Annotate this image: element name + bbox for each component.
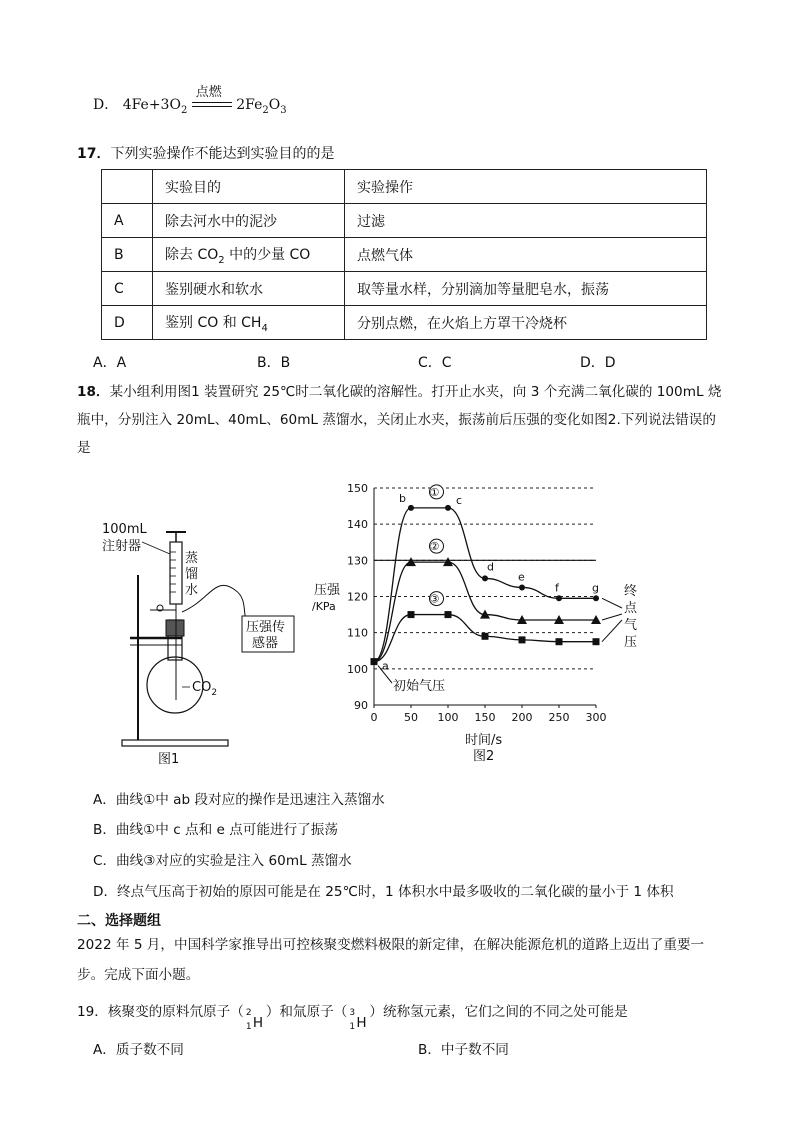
x-tick-label: 250 [548, 711, 570, 724]
stand-base [122, 740, 228, 746]
y-tick-label: 150 [347, 482, 368, 495]
end-pressure-arrow [602, 614, 622, 620]
gas-label: $CO_2$ [192, 680, 218, 698]
end-pressure-label [602, 584, 638, 650]
series-label: ③ [429, 592, 440, 606]
series-label: ① [429, 485, 440, 499]
q17-option-d[interactable]: D．D [580, 355, 616, 371]
data-point [519, 636, 526, 643]
q18-stem-line2: 瓶中，分别注入 20mL、40mL、60mL 蒸馏水，关闭止水夹，振荡前后压强的变化如图2.下列说法错误的 [77, 412, 716, 428]
equals-line-bottom [192, 106, 232, 107]
chart-point-labels [378, 492, 599, 683]
data-point [482, 575, 488, 581]
section-2-intro [77, 930, 777, 990]
table-cell-purpose: 鉴别硬水和软水 [153, 272, 345, 306]
y-tick-label: 110 [347, 626, 368, 640]
table-row [102, 204, 707, 238]
syringe-label-2: 注射器 [102, 539, 142, 554]
q18-stem-line1: 某小组利用图1 装置研究 25℃时二氧化碳的溶解性。打开止水夹，向 3 个充满二氧化碳的 100mL 烧 [109, 384, 722, 400]
table-row [102, 272, 707, 306]
y-tick-label: 120 [347, 590, 368, 604]
syringe-label-pointer [142, 542, 170, 554]
table-header-cell [102, 170, 153, 204]
end-pressure-char: 压 [624, 635, 638, 650]
figure-1-caption: 图1 [158, 752, 180, 767]
figure-1-apparatus [90, 520, 310, 770]
table-header-cell: 实验目的 [153, 170, 345, 204]
y-axis-label-2: /KPa [312, 600, 336, 613]
intro-line-1: 2022 年 5 月，中国科学家推导出可控核聚变燃料极限的新定律，在解决能源危机的道路上迈出了重要一 [77, 937, 705, 953]
q17-stem [77, 140, 334, 168]
point-label-g: g [592, 581, 599, 595]
end-pressure-char: 终 [624, 584, 638, 599]
series-label: ② [429, 540, 440, 554]
equals-line-top [192, 102, 232, 103]
table-cell-operation: 过滤 [345, 204, 707, 238]
q19-stem: 19．核聚变的原料氘原子（ 2 1 H ）和氚原子（ 3 1 H ）统称氢元素，它们之间的不同之处可能是 [77, 1004, 628, 1032]
sensor-label-1: 压强传 [246, 620, 286, 635]
table-cell-key: D [102, 306, 153, 340]
table-header-row [102, 170, 707, 204]
data-point [445, 611, 452, 618]
y-tick-label: 100 [347, 662, 368, 676]
data-point [519, 584, 525, 590]
data-point [593, 638, 600, 645]
point-label-c: c [456, 493, 463, 507]
data-point [556, 595, 562, 601]
figure-2-caption: 图2 [473, 749, 495, 764]
x-tick-label: 100 [437, 711, 459, 724]
table-header-cell: 实验操作 [345, 170, 707, 204]
q17-option-a[interactable]: A．A [93, 355, 127, 371]
table-cell-operation: 点燃气体 [345, 238, 707, 272]
y-tick-label: 140 [347, 518, 368, 532]
end-pressure-arrow [602, 598, 622, 608]
intro-line-2: 步。完成下面小题。 [77, 967, 200, 983]
table-row [102, 238, 707, 272]
point-label-b: b [399, 491, 406, 505]
section-2-title: 二、选择题组 [77, 913, 161, 929]
data-point [408, 611, 415, 618]
x-tick-label: 200 [511, 711, 533, 724]
table-cell-operation: 分别点燃，在火焰上方罩干冷烧杯 [345, 306, 707, 340]
x-tick-label: 300 [585, 711, 607, 724]
q16-equation: $4Fe+3O_2$ 点燃 $2Fe_2O_3$ [123, 97, 287, 113]
sensor-label-2: 感器 [252, 636, 279, 651]
data-point [556, 638, 563, 645]
table-row [102, 306, 707, 340]
chart-series [371, 485, 602, 665]
data-point [593, 595, 599, 601]
table-cell-purpose: 鉴别 CO 和 $CH_4$ [153, 306, 345, 340]
point-label-a: a [382, 659, 389, 673]
point-label-d: d [487, 560, 494, 574]
q18-option-a[interactable]: A．曲线①中 ab 段对应的操作是迅速注入蒸馏水 [93, 792, 385, 808]
initial-pressure-label: 初始气压 [393, 679, 446, 694]
x-tick-label: 0 [370, 711, 378, 724]
end-pressure-char: 点 [624, 601, 638, 616]
y-axis-label-1: 压强 [314, 583, 341, 598]
q17-table [101, 169, 707, 340]
table-cell-purpose: 除去河水中的泥沙 [153, 204, 345, 238]
q18-option-d[interactable]: D．终点气压高于初始的原因可能是在 25℃时，1 体积水中最多吸收的二氧化碳的量小于 1 体积 [93, 884, 674, 900]
q19-number: 19． [77, 1004, 108, 1020]
start-point [371, 658, 378, 665]
data-point [408, 505, 414, 511]
q16-option-label: D． [93, 97, 119, 113]
q18-stem [77, 378, 777, 462]
q17-option-b[interactable]: B．B [257, 355, 291, 371]
end-pressure-arrow [602, 620, 622, 642]
y-tick-label: 130 [347, 554, 368, 568]
water-label-1: 蒸 [185, 551, 199, 566]
x-axis-label: 时间/s [465, 733, 503, 748]
end-pressure-char: 气 [624, 618, 638, 633]
table-cell-key: C [102, 272, 153, 306]
syringe-barrel [170, 542, 182, 604]
table-cell-purpose: 除去 $CO_2$ 中的少量 CO [153, 238, 345, 272]
q18-stem-line3: 是 [77, 440, 91, 456]
condition-text: 点燃 [195, 85, 222, 100]
q17-number: 17． [77, 146, 111, 162]
water-label-2: 馏 [185, 567, 199, 582]
figure-2-chart [300, 478, 660, 778]
q18-option-c[interactable]: C．曲线③对应的实验是注入 60mL 蒸馏水 [93, 853, 352, 869]
syringe-label-1: 100mL [102, 522, 147, 537]
data-point [445, 505, 451, 511]
y-tick-label: 90 [354, 699, 368, 712]
data-point [482, 633, 489, 640]
x-tick-label: 150 [474, 711, 496, 724]
x-tick-label: 50 [404, 711, 418, 724]
q19-option-b[interactable]: B．中子数不同 [418, 1042, 509, 1058]
q16-option-d [93, 85, 287, 116]
table-cell-key: B [102, 238, 153, 272]
point-label-f: f [555, 581, 559, 595]
water-label-3: 水 [185, 583, 199, 598]
chart-axes [347, 482, 607, 724]
table-cell-key: A [102, 204, 153, 238]
point-label-e: e [518, 570, 525, 584]
q19-option-a[interactable]: A．质子数不同 [93, 1042, 184, 1058]
table-cell-operation: 取等量水样，分别滴加等量肥皂水，振荡 [345, 272, 707, 306]
rubber-stopper [166, 620, 184, 636]
q18-number: 18． [77, 384, 110, 400]
q17-option-c[interactable]: C．C [418, 355, 452, 371]
reaction-condition [192, 85, 232, 112]
q17-text: 下列实验操作不能达到实验目的的是 [110, 146, 335, 162]
q18-option-b[interactable]: B．曲线①中 c 点和 e 点可能进行了振荡 [93, 822, 338, 838]
